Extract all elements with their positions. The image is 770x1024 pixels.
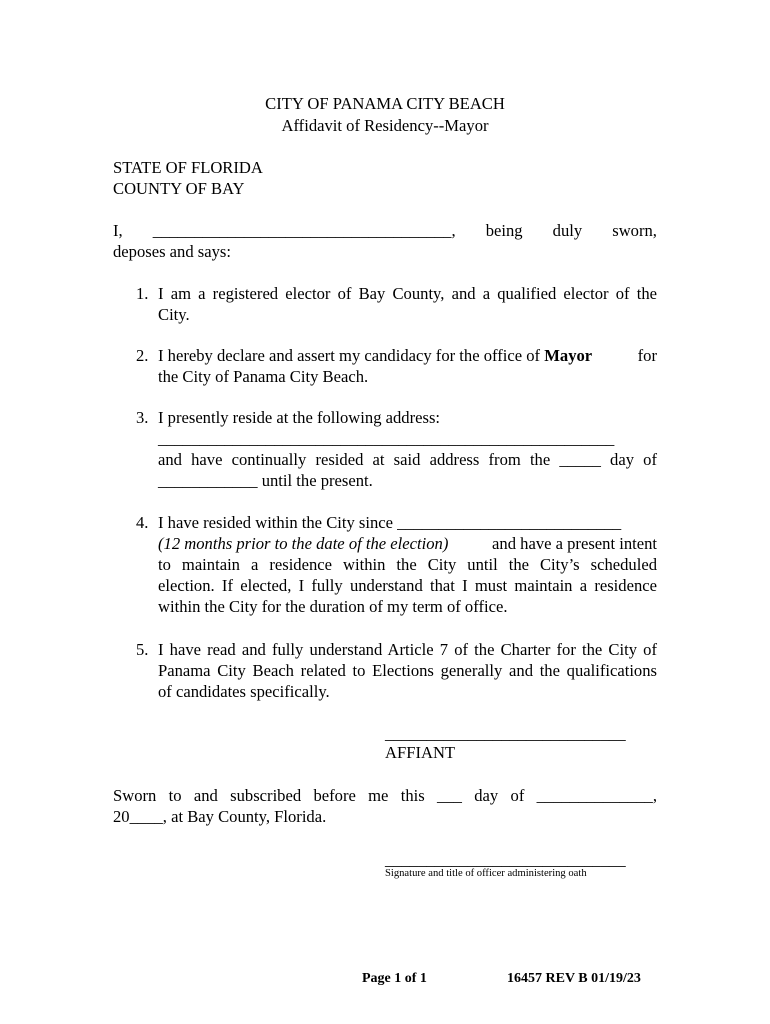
item-5-line-3: of candidates specifically. bbox=[158, 682, 330, 701]
affiant-signature-line: _____________________________ bbox=[385, 724, 626, 743]
item-number-2: 2. bbox=[136, 346, 149, 365]
affiant-label: AFFIANT bbox=[385, 743, 456, 762]
item-3-line-3: and have continually resided at said address from the _____ day of bbox=[158, 450, 657, 469]
state-line: STATE OF FLORIDA bbox=[113, 158, 263, 177]
officer-signature-line: _____________________________ bbox=[385, 850, 626, 869]
item-3-line-4: ____________ until the present. bbox=[158, 471, 373, 490]
affiant-name-blank: ____________________________________, bbox=[152, 221, 456, 240]
city-heading: CITY OF PANAMA CITY BEACH bbox=[265, 94, 505, 113]
sworn-line-2: 20____, at Bay County, Florida. bbox=[113, 807, 327, 826]
item-2 bbox=[158, 345, 657, 387]
officer-label: Signature and title of officer administering oath bbox=[385, 868, 587, 879]
intro-word-i: I, bbox=[113, 221, 123, 240]
item-number-5: 5. bbox=[136, 640, 149, 659]
intro-line-1 bbox=[113, 220, 657, 241]
page-number: Page 1 of 1 bbox=[362, 971, 427, 986]
item-2-line-2: the City of Panama City Beach. bbox=[158, 367, 369, 386]
sworn-line-1-text: Sworn to and subscribed before me this ___ day of ______________, bbox=[113, 786, 657, 805]
item-3-line-1: I presently reside at the following address: bbox=[158, 408, 441, 427]
item-3 bbox=[158, 407, 657, 491]
item-number-4: 4. bbox=[136, 513, 149, 532]
item-4-line-3: to maintain a residence within the City until the City’s scheduled bbox=[158, 555, 657, 574]
item-1-line-1: I am a registered elector of Bay County, and a qualified elector of the bbox=[158, 284, 657, 303]
intro-word-duly: duly bbox=[552, 221, 583, 240]
item-5-line-2: Panama City Beach related to Elections generally and the qualifications bbox=[158, 661, 657, 680]
item-number-3: 3. bbox=[136, 408, 149, 427]
item-2-text-pre: I hereby declare and assert my candidacy for the office of bbox=[158, 346, 545, 365]
item-4-line-4: election. If elected, I fully understand that I must maintain a residence bbox=[158, 576, 657, 595]
item-4-italic: (12 months prior to the date of the election) bbox=[158, 534, 449, 553]
item-2-text-post: for bbox=[637, 346, 657, 365]
item-4-line-5: within the City for the duration of my term of office. bbox=[158, 597, 508, 616]
county-line: COUNTY OF BAY bbox=[113, 179, 245, 198]
item-4-line-1: I have resided within the City since ___________________________ bbox=[158, 513, 622, 532]
document-title: Affidavit of Residency--Mayor bbox=[281, 116, 489, 135]
form-revision: 16457 REV B 01/19/23 bbox=[507, 971, 641, 986]
sworn-line-1 bbox=[113, 785, 657, 806]
item-1-line-2: City. bbox=[158, 305, 190, 324]
item-4-line-2-post: and have a present intent bbox=[492, 534, 657, 553]
item-5 bbox=[158, 639, 657, 702]
item-2-line-1 bbox=[158, 345, 657, 366]
intro-line-2: deposes and says: bbox=[113, 242, 231, 261]
item-5-line-1: I have read and fully understand Article 7 of the Charter for the City of bbox=[158, 640, 657, 659]
intro-word-sworn: sworn, bbox=[612, 221, 657, 240]
office-mayor: Mayor bbox=[544, 346, 593, 365]
item-4 bbox=[158, 512, 657, 617]
item-1 bbox=[158, 283, 657, 325]
item-4-line-2 bbox=[158, 533, 657, 554]
address-blank: _______________________________________________________ bbox=[158, 429, 615, 448]
item-number-1: 1. bbox=[136, 284, 149, 303]
intro-word-being: being bbox=[485, 221, 523, 240]
